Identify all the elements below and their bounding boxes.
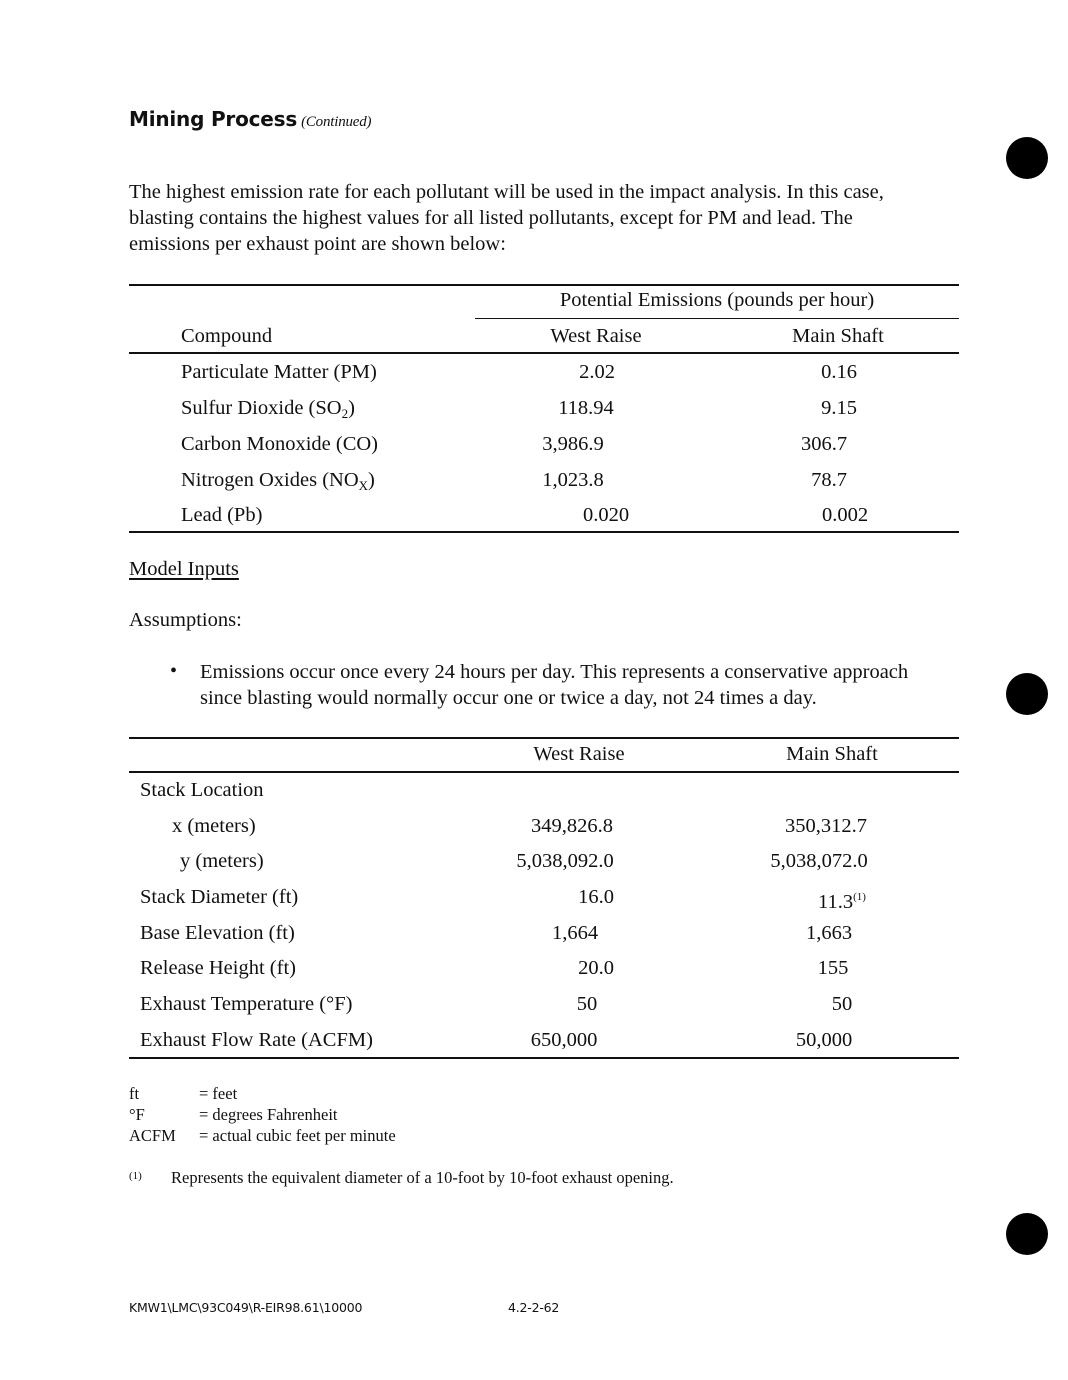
main-value: 50 [831, 993, 853, 1015]
bullet-line: Emissions occur once every 24 hours per day. This represents a conservative approach [200, 661, 909, 683]
main-value: 0.16 [821, 361, 857, 383]
assumptions-label: Assumptions: [129, 609, 242, 631]
west-value: 118.94 [558, 397, 614, 419]
main-value: 78.7 [811, 469, 847, 491]
table-rule-header [129, 771, 959, 773]
table-rule-bottom [129, 1057, 959, 1059]
legend-def: = degrees Fahrenheit [199, 1105, 338, 1124]
main-value: 11.3$^{(1)}$ [818, 891, 866, 913]
header-main-shaft: Main Shaft [792, 325, 884, 347]
table-rule-group [475, 318, 959, 319]
main-value: 50,000 [795, 1029, 853, 1051]
punch-hole-middle [1006, 673, 1048, 715]
main-value: 1,663 [805, 922, 853, 944]
compound-name: Particulate Matter (PM) [181, 361, 377, 383]
west-value: 5,038,092.0 [516, 850, 614, 872]
main-value: 5,038,072.0 [770, 850, 868, 872]
compound-name: Carbon Monoxide (CO) [181, 433, 379, 455]
assumption-bullet [200, 659, 960, 711]
table-rule-top [129, 284, 959, 286]
bullet-line: since blasting would normally occur one or twice a day, not 24 times a day. [200, 687, 817, 709]
row-label: Exhaust Temperature (°F) [140, 993, 353, 1015]
west-value: 349,826.8 [531, 815, 613, 837]
legend-def: = actual cubic feet per minute [199, 1126, 396, 1145]
legend-abbr: ACFM [129, 1126, 176, 1145]
header-main-shaft: Main Shaft [786, 743, 878, 765]
main-value: 306.7 [800, 433, 848, 455]
compound-name: Lead (Pb) [181, 504, 263, 526]
table-rule-header [129, 352, 959, 354]
punch-hole-top [1006, 137, 1048, 179]
header-west-raise: West Raise [550, 325, 642, 347]
legend-abbr: ft [129, 1084, 140, 1103]
emissions-group-header: Potential Emissions (pounds per hour) [559, 289, 875, 311]
intro-line: The highest emission rate for each pollutant will be used in the impact analysis. In this case, [129, 181, 884, 203]
row-label: Stack Diameter (ft) [140, 886, 299, 908]
header-west-raise: West Raise [533, 743, 625, 765]
compound-name: Nitrogen Oxides $(NO_X)$ [181, 469, 375, 493]
main-value: 155 [817, 957, 849, 979]
main-value: 9.15 [821, 397, 857, 419]
footer-doc-id: KMW1\LMC\93C049\R-EIR98.61\10000 [129, 1300, 363, 1315]
bullet-symbol: • [170, 660, 178, 682]
footnote-text: Represents the equivalent diameter of a 10-foot by 10-foot exhaust opening. [171, 1168, 674, 1187]
main-value: 350,312.7 [785, 815, 867, 837]
west-value: 1,664 [551, 922, 599, 944]
west-value: 2.02 [579, 361, 615, 383]
legend-abbr: °F [129, 1105, 145, 1124]
heading-continued: (Continued) [301, 114, 372, 130]
west-value: 20.0 [578, 957, 614, 979]
footnote-mark: (1) [129, 1170, 142, 1182]
punch-hole-bottom [1006, 1213, 1048, 1255]
intro-line: blasting contains the highest values for all listed pollutants, except for PM and lead. The [129, 207, 853, 229]
footnote-ref: (1) [853, 891, 866, 903]
row-label: y (meters) [180, 850, 264, 872]
header-compound: Compound [181, 325, 273, 347]
west-value: 16.0 [578, 886, 614, 908]
west-value: 3,986.9 [542, 433, 604, 455]
legend-def: = feet [199, 1084, 238, 1103]
west-value: 50 [576, 993, 598, 1015]
row-label: Stack Location [140, 779, 264, 801]
west-value: 0.020 [582, 504, 630, 526]
section-heading [129, 107, 371, 131]
table-rule-top [129, 737, 959, 739]
intro-line: emissions per exhaust point are shown below: [129, 233, 506, 255]
intro-paragraph [129, 179, 949, 257]
footer-page-number: 4.2-2-62 [508, 1300, 560, 1315]
row-label: Base Elevation (ft) [140, 922, 295, 944]
row-label: Release Height (ft) [140, 957, 296, 979]
compound-name: Sulfur Dioxide $(SO_2)$ [181, 397, 355, 421]
model-inputs-title: Model Inputs [129, 558, 239, 580]
row-label: x (meters) [172, 815, 256, 837]
main-value: 0.002 [821, 504, 869, 526]
heading-title: Mining Process [129, 107, 298, 131]
west-value: 1,023.8 [542, 469, 604, 491]
west-value: 650,000 [530, 1029, 598, 1051]
row-label: Exhaust Flow Rate (ACFM) [140, 1029, 373, 1051]
table-rule-bottom [129, 531, 959, 533]
